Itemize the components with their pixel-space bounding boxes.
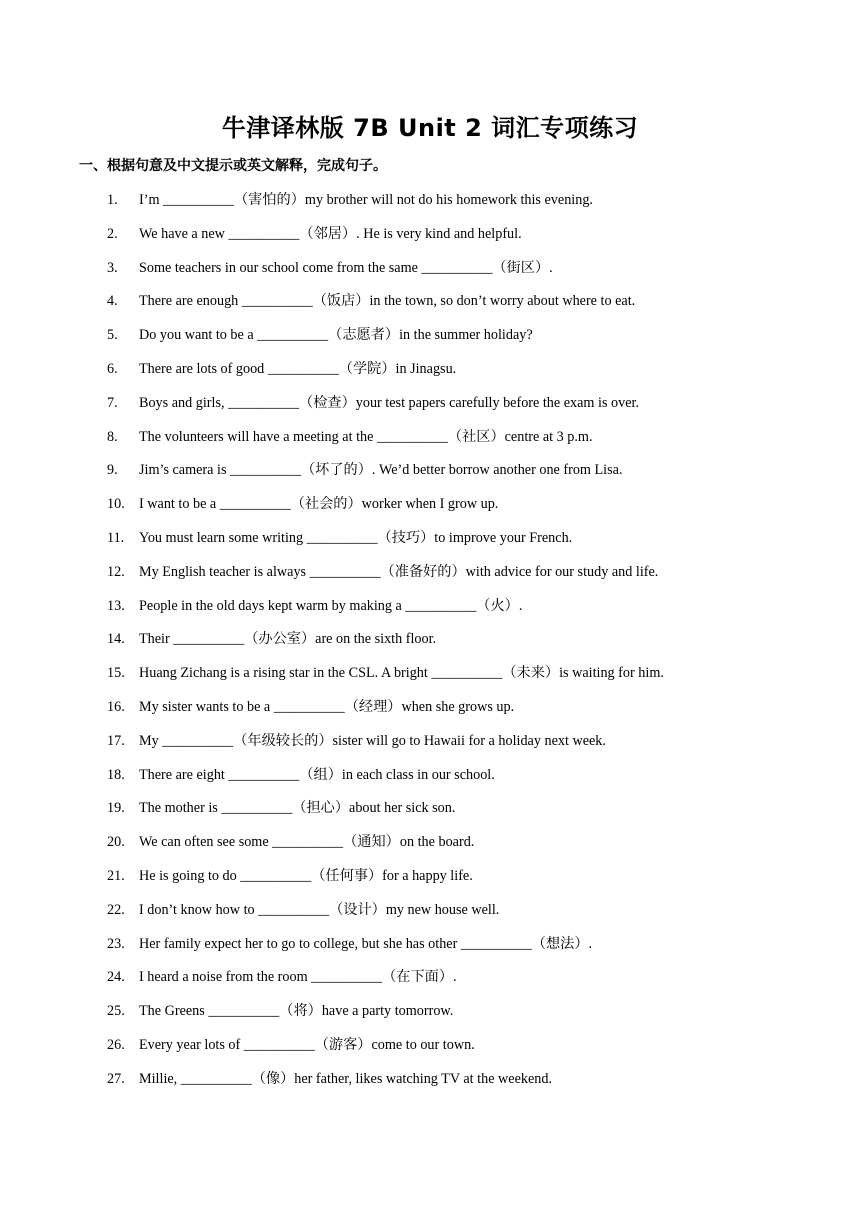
question-number: 13. <box>107 597 125 614</box>
question-text: Do you want to be a __________（志愿者）in the summer holiday? <box>139 327 533 344</box>
page-title: 牛津译林版 7B Unit 2 词汇专项练习 <box>221 114 639 142</box>
question-text: Their __________（办公室）are on the sixth floor. <box>139 631 437 648</box>
question-text: The volunteers will have a meeting at the __________（社区）centre at 3 p.m. <box>139 428 593 445</box>
question-text: I’m __________（害怕的）my brother will not do his homework this evening. <box>139 192 593 208</box>
question-text: There are enough __________（饭店）in the town, so don’t worry about where to eat. <box>139 293 636 310</box>
question-item <box>0 357 860 391</box>
question-item <box>0 425 860 459</box>
question-number: 20. <box>107 834 125 851</box>
question-item <box>0 323 860 357</box>
question-text: Millie, __________（像）her father, likes watching TV at the weekend. <box>139 1070 553 1087</box>
question-item <box>0 965 860 999</box>
question-number: 8. <box>107 428 118 445</box>
question-item <box>0 661 860 695</box>
question-text: He is going to do __________（任何事）for a happy life. <box>139 867 473 884</box>
question-text: Her family expect her to go to college, but she has other __________（想法）. <box>139 935 593 952</box>
question-number: 19. <box>107 800 125 817</box>
question-item <box>0 627 860 661</box>
question-number: 22. <box>107 901 125 918</box>
question-item <box>0 256 860 290</box>
question-item <box>0 932 860 966</box>
question-item <box>0 594 860 628</box>
question-text: There are eight __________（组）in each class in our school. <box>139 766 495 783</box>
question-item <box>0 999 860 1033</box>
question-number: 21. <box>107 867 125 884</box>
question-item <box>0 526 860 560</box>
question-number: 7. <box>107 394 118 411</box>
question-number: 27. <box>107 1070 125 1087</box>
question-number: 3. <box>107 259 118 276</box>
question-number: 2. <box>107 225 118 242</box>
question-item <box>0 695 860 729</box>
question-text: Jim’s camera is __________（坏了的）. We’d better borrow another one from Lisa. <box>139 462 623 479</box>
question-number: 14. <box>107 631 125 648</box>
question-text: My sister wants to be a __________（经理）when she grows up. <box>139 698 515 715</box>
question-text: Boys and girls, __________（检查）your test papers carefully before the exam is over. <box>139 394 639 411</box>
question-item <box>0 729 860 763</box>
question-number: 18. <box>107 766 125 783</box>
question-text: People in the old days kept warm by making a __________（火）. <box>139 597 523 614</box>
question-text: Every year lots of __________（游客）come to our town. <box>139 1036 475 1053</box>
question-item <box>0 560 860 594</box>
question-number: 17. <box>107 732 125 749</box>
question-number: 5. <box>107 327 118 344</box>
question-item <box>0 898 860 932</box>
question-text: There are lots of good __________（学院）in Jinagsu. <box>139 360 457 377</box>
question-item <box>0 458 860 492</box>
question-item <box>0 188 860 222</box>
question-list <box>0 188 860 1101</box>
question-item <box>0 763 860 797</box>
question-text: My __________（年级较长的）sister will go to Hawaii for a holiday next week. <box>139 732 606 749</box>
question-item <box>0 830 860 864</box>
question-number: 10. <box>107 496 125 513</box>
question-item <box>0 289 860 323</box>
question-number: 1. <box>107 192 118 208</box>
question-number: 11. <box>107 529 125 546</box>
question-number: 26. <box>107 1036 125 1053</box>
question-item <box>0 222 860 256</box>
question-item <box>0 1067 860 1101</box>
question-item <box>0 864 860 898</box>
question-item <box>0 391 860 425</box>
question-text: I don’t know how to __________（设计）my new house well. <box>139 901 500 918</box>
section-heading: 一、根据句意及中文提示或英文解释，完成句子。 <box>79 158 387 174</box>
question-text: Some teachers in our school come from the same __________（街区）. <box>139 259 553 276</box>
question-text: The Greens __________（将）have a party tomorrow. <box>139 1003 454 1020</box>
question-number: 23. <box>107 935 125 952</box>
question-text: You must learn some writing __________（技巧）to improve your French. <box>139 529 573 546</box>
question-number: 6. <box>107 360 118 377</box>
question-item <box>0 1033 860 1067</box>
question-text: I heard a noise from the room __________（在下面）. <box>139 969 457 986</box>
question-text: Huang Zichang is a rising star in the CSL. A bright __________（未来）is waiting for him. <box>139 665 664 682</box>
question-item <box>0 796 860 830</box>
question-text: The mother is __________（担心）about her sick son. <box>139 800 456 817</box>
question-number: 12. <box>107 563 125 580</box>
question-number: 24. <box>107 969 125 986</box>
question-number: 4. <box>107 293 118 310</box>
question-text: I want to be a __________（社会的）worker when I grow up. <box>139 496 499 513</box>
question-item <box>0 492 860 526</box>
question-number: 25. <box>107 1003 125 1020</box>
question-text: We have a new __________（邻居）. He is very kind and helpful. <box>139 225 522 242</box>
question-number: 15. <box>107 665 125 682</box>
question-number: 16. <box>107 698 125 715</box>
question-text: My English teacher is always __________（准备好的）with advice for our study and life. <box>139 563 659 580</box>
question-number: 9. <box>107 462 118 479</box>
question-text: We can often see some __________（通知）on the board. <box>139 834 475 851</box>
